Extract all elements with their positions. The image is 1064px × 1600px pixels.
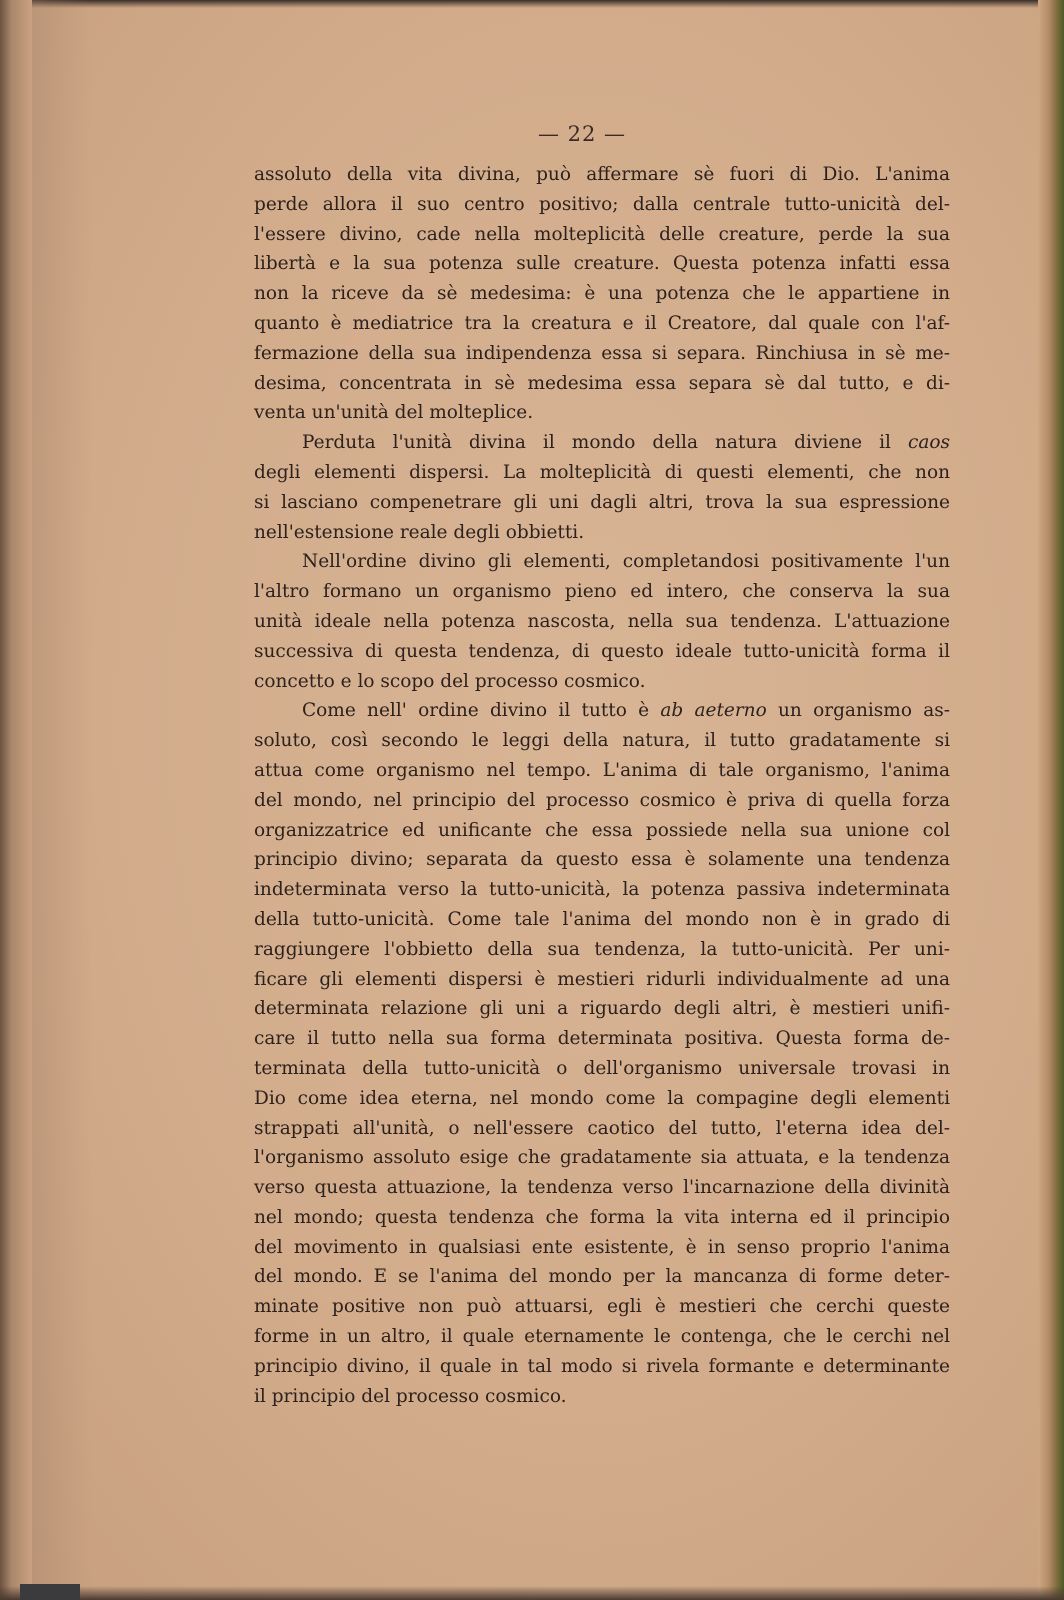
text-line	[254, 190, 950, 220]
text-line-content: soluto, così secondo le leggi della natura, il tutto gradatamente si	[254, 730, 950, 752]
text-line-content: organizzatrice ed unificante che essa possiede nella sua unione col	[254, 819, 950, 841]
page-right-edge	[1038, 0, 1064, 1600]
text-line-content: assoluto della vita divina, può affermare sè fuori di Dio. L'anima	[254, 164, 950, 185]
text-line-content: minate positive non può attuarsi, egli è mestieri che cerchi queste	[254, 1296, 950, 1318]
text-line-content: Perduta l'unità divina il mondo della natura diviene il	[302, 432, 908, 454]
text-line	[254, 1084, 950, 1114]
text-line	[254, 309, 950, 339]
text-line	[254, 726, 950, 756]
text-line	[254, 1352, 950, 1382]
text-line-content: perde allora il suo centro positivo; dalla centrale tutto-unicità del-	[254, 193, 950, 215]
text-line	[254, 1114, 950, 1144]
text-line-content: verso questa attuazione, la tendenza verso l'incarnazione della divinità	[254, 1177, 950, 1199]
text-line	[254, 637, 950, 667]
text-line-content: della tutto-unicità. Come tale l'anima del mondo non è in grado di	[254, 908, 950, 930]
text-line-content: libertà e la sua potenza sulle creature. Questa potenza infatti essa	[254, 253, 950, 275]
text-line	[254, 786, 950, 816]
text-line-continuation: un organismo as-	[766, 700, 951, 722]
text-line	[254, 994, 950, 1024]
text-line-content: Come nell' ordine divino il tutto è	[302, 700, 661, 722]
text-line	[254, 1322, 950, 1352]
text-line-content: ficare gli elementi dispersi è mestieri ridurli individualmente ad una	[254, 968, 950, 990]
text-line	[254, 1054, 950, 1084]
text-line	[254, 398, 950, 428]
text-line-content: forme in un altro, il quale eternamente le contenga, che le cerchi nel	[254, 1326, 950, 1348]
text-line-content: attua come organismo nel tempo. L'anima di tale organismo, l'anima	[254, 759, 950, 781]
text-line-content: desima, concentrata in sè medesima essa separa sè dal tutto, e di-	[254, 372, 950, 394]
text-line	[254, 1262, 950, 1292]
binding-edge	[0, 0, 32, 1600]
text-line-content: quanto è mediatrice tra la creatura e il Creatore, dal quale con l'af-	[254, 312, 950, 334]
text-line	[254, 458, 950, 488]
text-line-content: il principio del processo cosmico.	[254, 1385, 567, 1407]
text-line-content: l'essere divino, cade nella molteplicità delle creature, perde la sua	[254, 223, 950, 245]
text-line-content: nel mondo; questa tendenza che forma la vita interna ed il principio	[254, 1206, 950, 1228]
text-line	[254, 696, 950, 726]
text-line	[254, 488, 950, 518]
text-line	[254, 547, 950, 577]
text-line-content: del movimento in qualsiasi ente esistente, è in senso proprio l'anima	[254, 1236, 950, 1258]
binding-shadow	[32, 0, 92, 1600]
text-line-content: strappati all'unità, o nell'essere caotico del tutto, l'eterna idea del-	[254, 1117, 950, 1139]
text-line-content: l'altro formano un organismo pieno ed intero, che conserva la sua	[254, 581, 950, 603]
page-bottom-shadow	[0, 1586, 1064, 1600]
text-line-content: unità ideale nella potenza nascosta, nella sua tendenza. L'attuazione	[254, 610, 950, 632]
text-line-content: non la riceve da sè medesima: è una potenza che le appartiene in	[254, 283, 950, 305]
text-line	[254, 1233, 950, 1263]
text-line	[254, 905, 950, 935]
text-line	[254, 1382, 950, 1412]
text-line	[254, 1024, 950, 1054]
text-line	[254, 1203, 950, 1233]
text-line-content: del mondo, nel principio del processo cosmico è priva di quella forza	[254, 789, 950, 811]
text-line-content: degli elementi dispersi. La molteplicità di questi elementi, che non	[254, 461, 950, 483]
text-line-content: care il tutto nella sua forma determinata positiva. Questa forma de-	[254, 1028, 950, 1050]
text-line-content: l'organismo assoluto esige che gradatamente sia attuata, e la tendenza	[254, 1147, 950, 1169]
text-line-content: venta un'unità del molteplice.	[254, 402, 534, 424]
text-line	[254, 1292, 950, 1322]
text-line	[254, 577, 950, 607]
text-line	[254, 160, 950, 190]
text-line	[254, 845, 950, 875]
text-line	[254, 220, 950, 250]
text-line-content: fermazione della sua indipendenza essa si separa. Rinchiusa in sè me-	[254, 342, 950, 364]
text-line-content: nell'estensione reale degli obbietti.	[254, 521, 585, 543]
text-line	[254, 935, 950, 965]
corner-mark	[20, 1584, 80, 1600]
text-line	[254, 1143, 950, 1173]
text-line-content: successiva di questa tendenza, di questo ideale tutto-unicità forma il	[254, 640, 950, 662]
page-top-shadow	[0, 0, 1064, 8]
page-number: — 22 —	[537, 122, 627, 146]
text-line	[254, 279, 950, 309]
text-line-content: concetto e lo scopo del processo cosmico.	[254, 670, 646, 692]
text-line-content: principio divino, il quale in tal modo si rivela formante e determinante	[254, 1355, 950, 1377]
text-line-content: determinata relazione gli uni a riguardo degli altri, è mestieri unifi-	[254, 998, 950, 1020]
text-line-content: raggiungere l'obbietto della sua tendenza, la tutto-unicità. Per uni-	[254, 938, 950, 960]
text-line-content: Nell'ordine divino gli elementi, completandosi positivamente l'un	[302, 551, 950, 573]
italic-term: caos	[907, 432, 950, 454]
text-line	[254, 249, 950, 279]
text-line-content: terminata della tutto-unicità o dell'organismo universale trovasi in	[254, 1057, 950, 1079]
text-line	[254, 339, 950, 369]
text-line-content: Dio come idea eterna, nel mondo come la compagine degli elementi	[254, 1087, 950, 1109]
text-line	[254, 667, 950, 697]
text-line	[254, 965, 950, 995]
text-line	[254, 607, 950, 637]
text-line	[254, 369, 950, 399]
text-line-content: si lasciano compenetrare gli uni dagli altri, trova la sua espressione	[254, 491, 950, 513]
text-line	[254, 518, 950, 548]
text-line	[254, 428, 950, 458]
text-line-content: principio divino; separata da questo essa è solamente una tendenza	[254, 849, 950, 871]
body-text	[254, 160, 950, 1411]
text-line	[254, 756, 950, 786]
text-line	[254, 875, 950, 905]
text-line-content: indeterminata verso la tutto-unicità, la potenza passiva indeterminata	[254, 879, 950, 901]
text-line	[254, 816, 950, 846]
text-line-content: del mondo. E se l'anima del mondo per la mancanza di forme deter-	[254, 1266, 950, 1288]
text-line	[254, 1173, 950, 1203]
italic-term: ab aeterno	[660, 700, 767, 722]
